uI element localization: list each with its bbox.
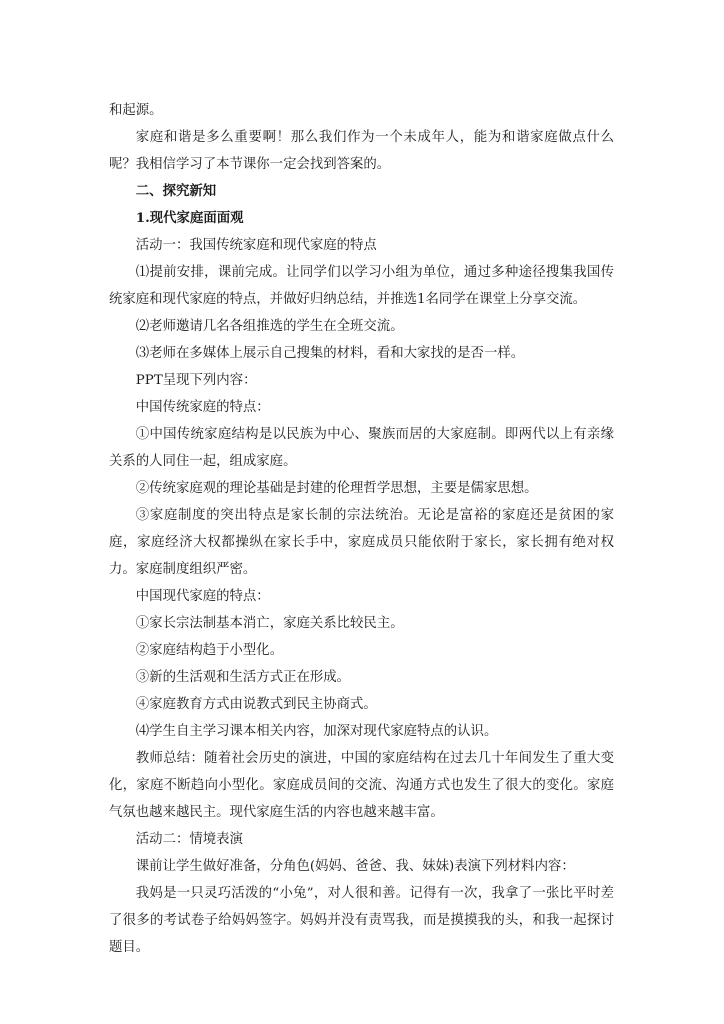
modern-family-heading: 中国现代家庭的特点： (135, 589, 270, 604)
modern-point-2: ②家庭结构趋于小型化。 (135, 643, 284, 658)
activity-one-title: 活动一：我国传统家庭和现代家庭的特点 (135, 238, 377, 253)
traditional-family-heading: 中国传统家庭的特点： (135, 400, 270, 415)
activity-two-title: 活动二：情境表演 (135, 832, 243, 847)
teacher-summary: 教师总结：随着社会历史的演进，中国的家庭结构在过去几十年间发生了重大变化，家庭不断趋向小型化。家庭成员间的交流、沟通方式也发生了很大的变化。家庭气氛也越来越民主。现代家庭生活的内容也越来越丰富。 (109, 751, 614, 820)
role-play-material: 我妈是一只灵巧活泼的“小兔”，对人很和善。记得有一次，我拿了一张比平时差了很多的考试卷子给妈妈签字。妈妈并没有责骂我，而是摸摸我的头，和我一起探讨题目。 (109, 886, 614, 955)
role-play-instructions: 课前让学生做好准备，分角色(妈妈、爸爸、我、妹妹)表演下列材料内容： (135, 859, 575, 874)
ppt-intro: PPT呈现下列内容： (135, 373, 257, 388)
modern-point-3: ③新的生活观和生活方式正在形成。 (135, 670, 351, 685)
step-4: ⑷学生自主学习课本相关内容，加深对现代家庭特点的认识。 (135, 724, 498, 739)
paragraph-harmony-question: 家庭和谐是多么重要啊！那么我们作为一个未成年人，能为和谐家庭做点什么呢？我相信学习了本节课你一定会找到答案的。 (109, 130, 614, 172)
step-3: ⑶老师在多媒体上展示自己搜集的材料，看和大家找的是否一样。 (135, 346, 525, 361)
traditional-point-1: ①中国传统家庭结构是以民族为中心、聚族而居的大家庭制。即两代以上有亲缘关系的人同住一起，组成家庭。 (109, 427, 614, 469)
subsection-heading: 1.现代家庭面面观 (135, 210, 244, 226)
section-heading: 二、探究新知 (135, 183, 217, 199)
step-2: ⑵老师邀请几名各组推选的学生在全班交流。 (135, 319, 404, 334)
modern-point-4: ④家庭教育方式由说教式到民主协商式。 (135, 697, 377, 712)
document-body (109, 97, 614, 961)
paragraph-intro-end: 和起源。 (109, 103, 163, 118)
step-1: ⑴提前安排，课前完成。让同学们以学习小组为单位，通过多种途径搜集我国传统家庭和现代家庭的特点，并做好归纳总结，并推选1名同学在课堂上分享交流。 (109, 265, 614, 307)
traditional-point-3: ③家庭制度的突出特点是家长制的宗法统治。无论是富裕的家庭还是贫困的家庭，家庭经济大权都操纵在家长手中，家庭成员只能依附于家长，家长拥有绝对权力。家庭制度组织严密。 (109, 508, 614, 577)
traditional-point-2: ②传统家庭观的理论基础是封建的伦理哲学思想，主要是儒家思想。 (135, 481, 538, 496)
modern-point-1: ①家长宗法制基本消亡，家庭关系比较民主。 (135, 616, 404, 631)
